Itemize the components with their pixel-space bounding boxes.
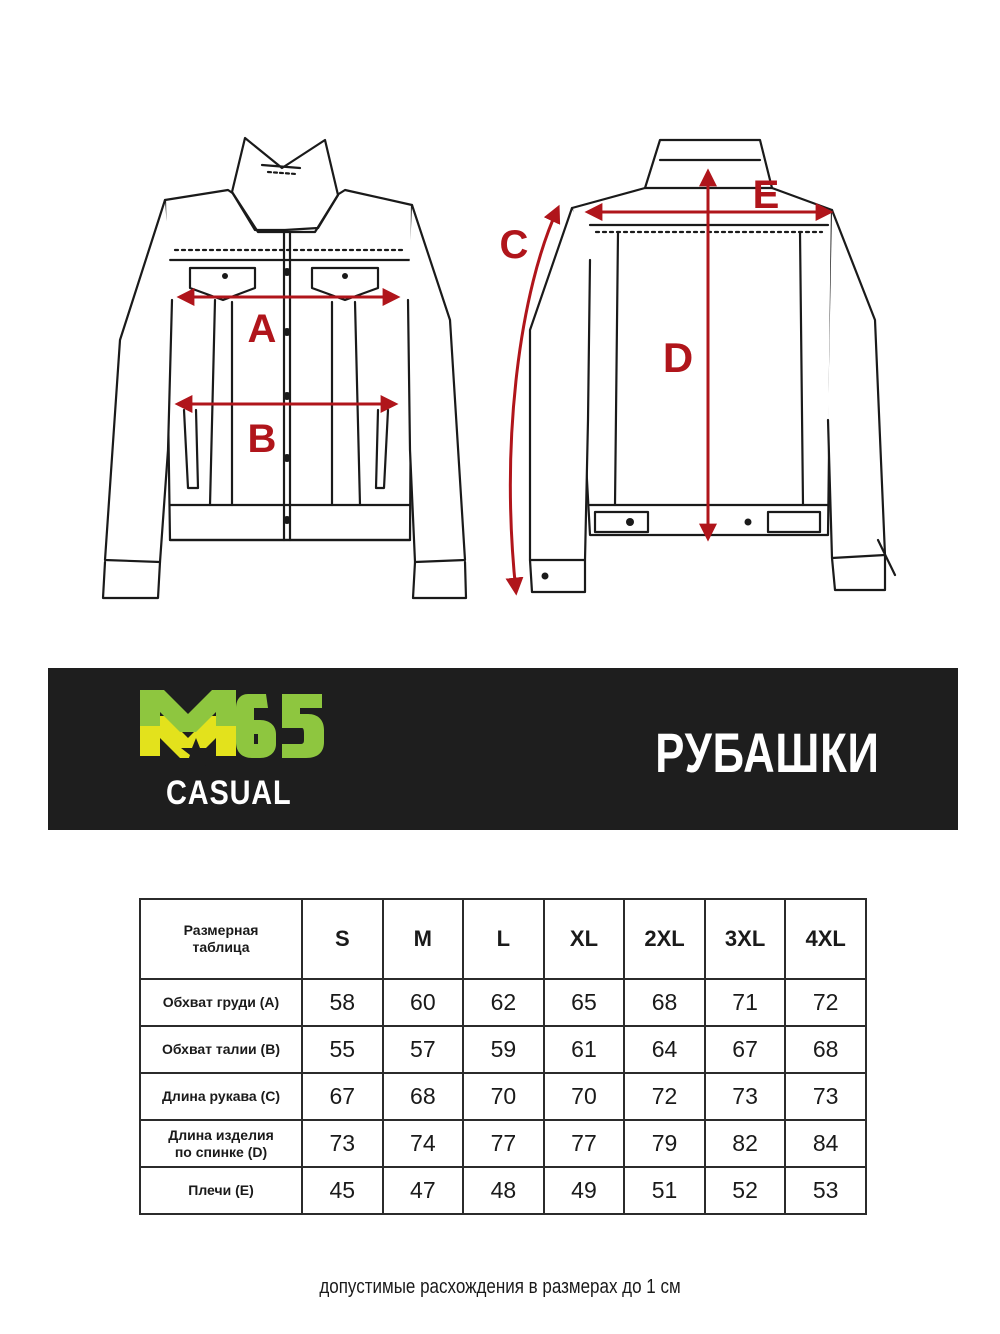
table-cell: 67 (705, 1026, 786, 1073)
table-cell: 55 (302, 1026, 383, 1073)
measurement-label (140, 1120, 302, 1167)
table-cell: 68 (785, 1026, 866, 1073)
size-header: M (383, 899, 464, 979)
label-d: D (662, 334, 694, 381)
size-header-row (140, 899, 866, 979)
jacket-front-view (103, 138, 466, 598)
table-cell: 67 (302, 1073, 383, 1120)
label-a: A (247, 307, 277, 351)
measurement-label-line: Обхват груди (A) (162, 994, 280, 1010)
table-cell: 58 (302, 979, 383, 1026)
measurement-label (140, 1167, 302, 1214)
label-e: E (752, 173, 780, 217)
table-cell: 73 (785, 1073, 866, 1120)
table-cell: 68 (383, 1073, 464, 1120)
table-cell: 71 (705, 979, 786, 1026)
table-cell: 51 (624, 1167, 705, 1214)
measurement-label (140, 1026, 302, 1073)
table-cell: 45 (302, 1167, 383, 1214)
table-cell: 49 (544, 1167, 625, 1214)
table-row (140, 1167, 866, 1214)
table-cell: 73 (705, 1073, 786, 1120)
size-header: S (302, 899, 383, 979)
size-header: XL (544, 899, 625, 979)
measurement-label-line: по спинке (D) (174, 1143, 268, 1160)
table-cell: 62 (463, 979, 544, 1026)
tolerance-note: допустимые расхождения в размерах до 1 см (319, 1276, 681, 1298)
table-row (140, 1120, 866, 1167)
logo-subtitle: CASUAL (166, 774, 292, 812)
category-title: РУБАШКИ (655, 721, 880, 784)
brand-banner (48, 668, 958, 830)
corner-line: таблица (192, 939, 250, 955)
table-cell: 61 (544, 1026, 625, 1073)
table-cell: 72 (785, 979, 866, 1026)
table-cell: 82 (705, 1120, 786, 1167)
table-cell: 74 (383, 1120, 464, 1167)
measurement-label (140, 1073, 302, 1120)
table-cell: 68 (624, 979, 705, 1026)
jacket-back-view (530, 140, 895, 592)
table-row (140, 1073, 866, 1120)
table-cell: 47 (383, 1167, 464, 1214)
table-cell: 60 (383, 979, 464, 1026)
table-cell: 84 (785, 1120, 866, 1167)
table-corner-label (140, 899, 302, 979)
table-cell: 70 (544, 1073, 625, 1120)
size-header: L (463, 899, 544, 979)
label-b: B (247, 417, 277, 461)
table-cell: 64 (624, 1026, 705, 1073)
size-header: 2XL (624, 899, 705, 979)
table-cell: 72 (624, 1073, 705, 1120)
corner-line: Размерная (183, 922, 259, 938)
measurement-label-line: Обхват талии (B) (161, 1041, 280, 1057)
table-row (140, 979, 866, 1026)
table-cell: 73 (302, 1120, 383, 1167)
measurement-label-line: Длина изделия (168, 1126, 274, 1143)
table-cell: 65 (544, 979, 625, 1026)
size-header: 3XL (705, 899, 786, 979)
jacket-measurement-diagram (0, 0, 1000, 640)
table-row (140, 1026, 866, 1073)
measurement-label-line: Длина рукава (C) (161, 1088, 281, 1104)
size-table (139, 898, 867, 1215)
table-cell: 57 (383, 1026, 464, 1073)
table-cell: 70 (463, 1073, 544, 1120)
table-cell: 77 (463, 1120, 544, 1167)
table-cell: 52 (705, 1167, 786, 1214)
table-cell: 79 (624, 1120, 705, 1167)
measurement-label-line: Плечи (E) (188, 1182, 254, 1198)
table-cell: 53 (785, 1167, 866, 1214)
table-cell: 48 (463, 1167, 544, 1214)
table-cell: 59 (463, 1026, 544, 1073)
measurement-label (140, 979, 302, 1026)
size-header: 4XL (785, 899, 866, 979)
table-cell: 77 (544, 1120, 625, 1167)
label-c: C (499, 223, 529, 267)
